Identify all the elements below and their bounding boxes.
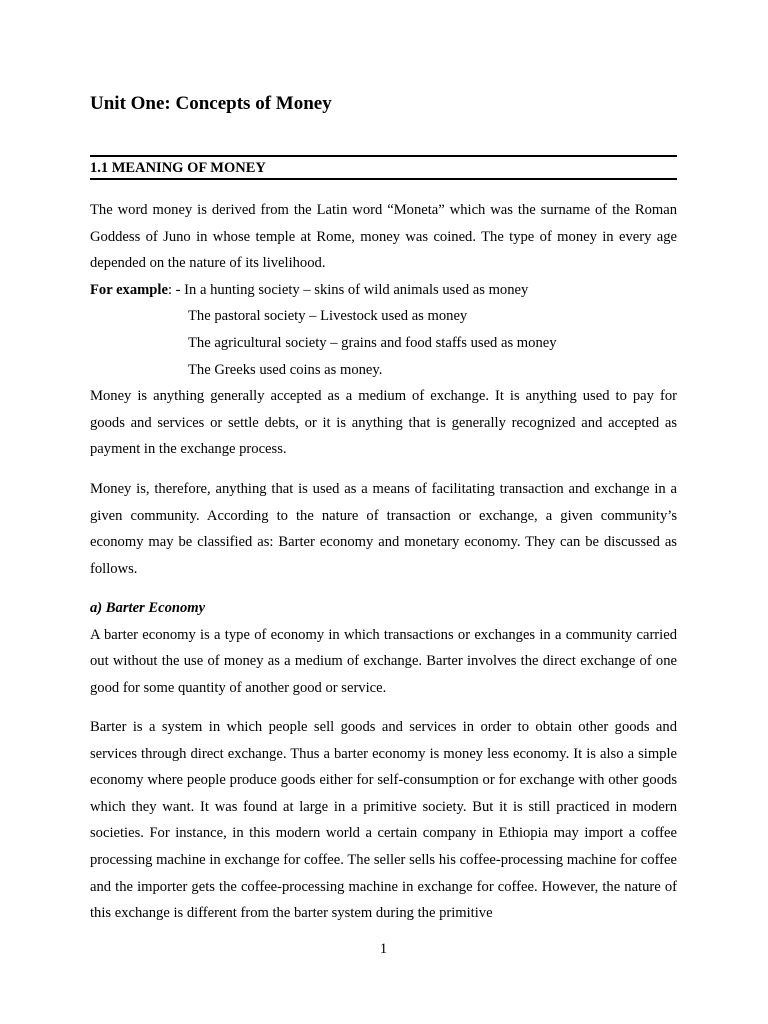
example-line-greeks: The Greeks used coins as money. [188,361,383,378]
example-label: For example [90,281,168,298]
unit-title: Unit One: Concepts of Money [90,93,332,114]
barter-economy-heading: a) Barter Economy [90,600,206,616]
example-first-line [90,277,677,304]
body-text-block-1 [90,197,677,463]
paragraph-money-origin: The word money is derived from the Latin word “Moneta” which was the surname of the Roman Goddess of Juno in whose temple at Rome, money was coined. The type of money in every age depended on the nature of its livelihood. [90,202,677,272]
body-text-block-3 [90,595,677,701]
body-text-block-2 [90,476,677,582]
paragraph-money-therefore: Money is, therefore, anything that is used as a means of facilitating transaction and exchange in a given community. According to the nature of transaction or exchange, a given community’s economy may be classified as: Barter economy and monetary economy. They can be discussed as follows. [90,481,677,577]
page-number: 1 [379,941,388,957]
example-line-agricultural: The agricultural society – grains and food staffs used as money [188,334,557,351]
example-line-pastoral: The pastoral society – Livestock used as money [188,308,468,325]
paragraph-barter-system: Barter is a system in which people sell goods and services in order to obtain other goods and services through direct exchange. Thus a barter economy is money less economy. It is also a simple economy where people produce goods either for self-consumption or for exchange with other goods which they want. It was found at large in a primitive society. But it is still practiced in modern societies. For instance, in this modern world a certain company in Ethiopia may import a coffee processing machine in exchange for coffee. The seller sells his coffee-processing machine for coffee and the importer gets the coffee-processing machine in exchange for coffee. However, the nature of this exchange is different from the barter system during the primitive [90,719,677,922]
paragraph-barter-definition: A barter economy is a type of economy in which transactions or exchanges in a community carried out without the use of money as a medium of exchange. Barter involves the direct exchange of one good for some quantity of another good or service. [90,626,677,696]
paragraph-money-definition: Money is anything generally accepted as a medium of exchange. It is anything used to pay for goods and services or settle debts, or it is anything that is generally recognized and accepted as payment in the exchange process. [90,388,677,458]
example-first-text: : - In a hunting society – skins of wild animals used as money [167,281,529,298]
section-heading: 1.1 MEANING OF MONEY [90,155,677,180]
body-text-block-4 [90,714,677,927]
